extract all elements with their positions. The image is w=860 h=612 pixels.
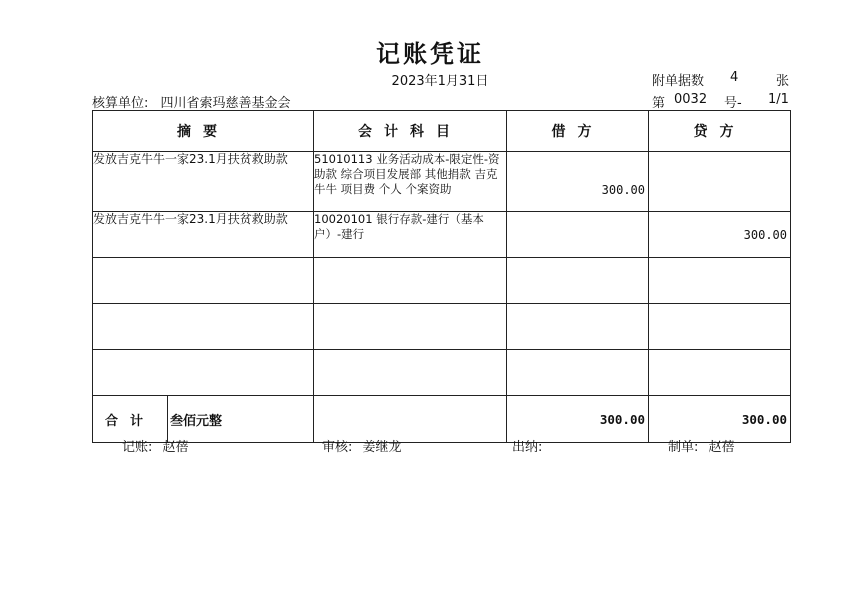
signature-reviewer bbox=[322, 436, 402, 455]
attachment-unit: 张 bbox=[776, 74, 790, 89]
voucher-number-suffix: 号- bbox=[724, 96, 742, 111]
voucher-title: 记账凭证 bbox=[376, 40, 484, 68]
attachment-number: 4 bbox=[730, 70, 739, 85]
header-credit: 贷方 bbox=[649, 111, 791, 152]
table-row-empty bbox=[93, 304, 791, 350]
voucher-date: 2023年1月31日 bbox=[391, 74, 489, 89]
table-header-row bbox=[93, 111, 791, 152]
total-label: 合计 bbox=[93, 396, 168, 442]
total-credit: 300.00 bbox=[649, 396, 791, 443]
entry-summary: 发放吉克牛牛一家23.1月扶贫救助款 bbox=[93, 212, 314, 258]
entry-credit bbox=[649, 152, 791, 212]
voucher-table bbox=[92, 110, 791, 443]
preparer-label: 制单: bbox=[668, 440, 699, 455]
reviewer-label: 审核: bbox=[322, 440, 353, 455]
signature-preparer bbox=[668, 436, 735, 455]
voucher-number-value: 0032 bbox=[674, 92, 708, 107]
attachment-label: 附单据数 bbox=[652, 74, 705, 89]
bookkeeper-label: 记账: bbox=[122, 440, 153, 455]
accounting-unit-label: 核算单位: bbox=[92, 96, 149, 111]
entry-subject: 51010113 业务活动成本-限定性-资助款 综合项目发展部 其他捐款 吉克牛牛 项目费 个人 个案资助 bbox=[314, 152, 507, 212]
accounting-unit-value: 四川省索玛慈善基金会 bbox=[160, 96, 291, 111]
preparer-name: 赵蓓 bbox=[708, 440, 735, 455]
total-in-words: 叁佰元整 bbox=[170, 413, 223, 429]
entry-subject: 10020101 银行存款-建行（基本户）-建行 bbox=[314, 212, 507, 258]
header-summary: 摘要 bbox=[93, 111, 314, 152]
total-debit: 300.00 bbox=[507, 396, 649, 443]
accounting-unit bbox=[92, 92, 299, 111]
header-debit: 借方 bbox=[507, 111, 649, 152]
reviewer-name: 姜继龙 bbox=[362, 440, 402, 455]
signature-bookkeeper bbox=[122, 436, 189, 455]
entry-debit bbox=[507, 212, 649, 258]
table-row bbox=[93, 152, 791, 212]
signature-cashier bbox=[512, 436, 548, 455]
table-row-empty bbox=[93, 258, 791, 304]
table-row bbox=[93, 212, 791, 258]
cashier-label: 出纳: bbox=[512, 440, 543, 455]
header-subject: 会计科目 bbox=[314, 111, 507, 152]
entry-debit: 300.00 bbox=[507, 152, 649, 212]
table-row-empty bbox=[93, 350, 791, 396]
entry-credit: 300.00 bbox=[649, 212, 791, 258]
voucher-page: 1/1 bbox=[768, 92, 789, 107]
voucher-number-prefix: 第 bbox=[652, 96, 666, 111]
entry-summary: 发放吉克牛牛一家23.1月扶贫救助款 bbox=[93, 152, 314, 212]
bookkeeper-name: 赵蓓 bbox=[162, 440, 189, 455]
